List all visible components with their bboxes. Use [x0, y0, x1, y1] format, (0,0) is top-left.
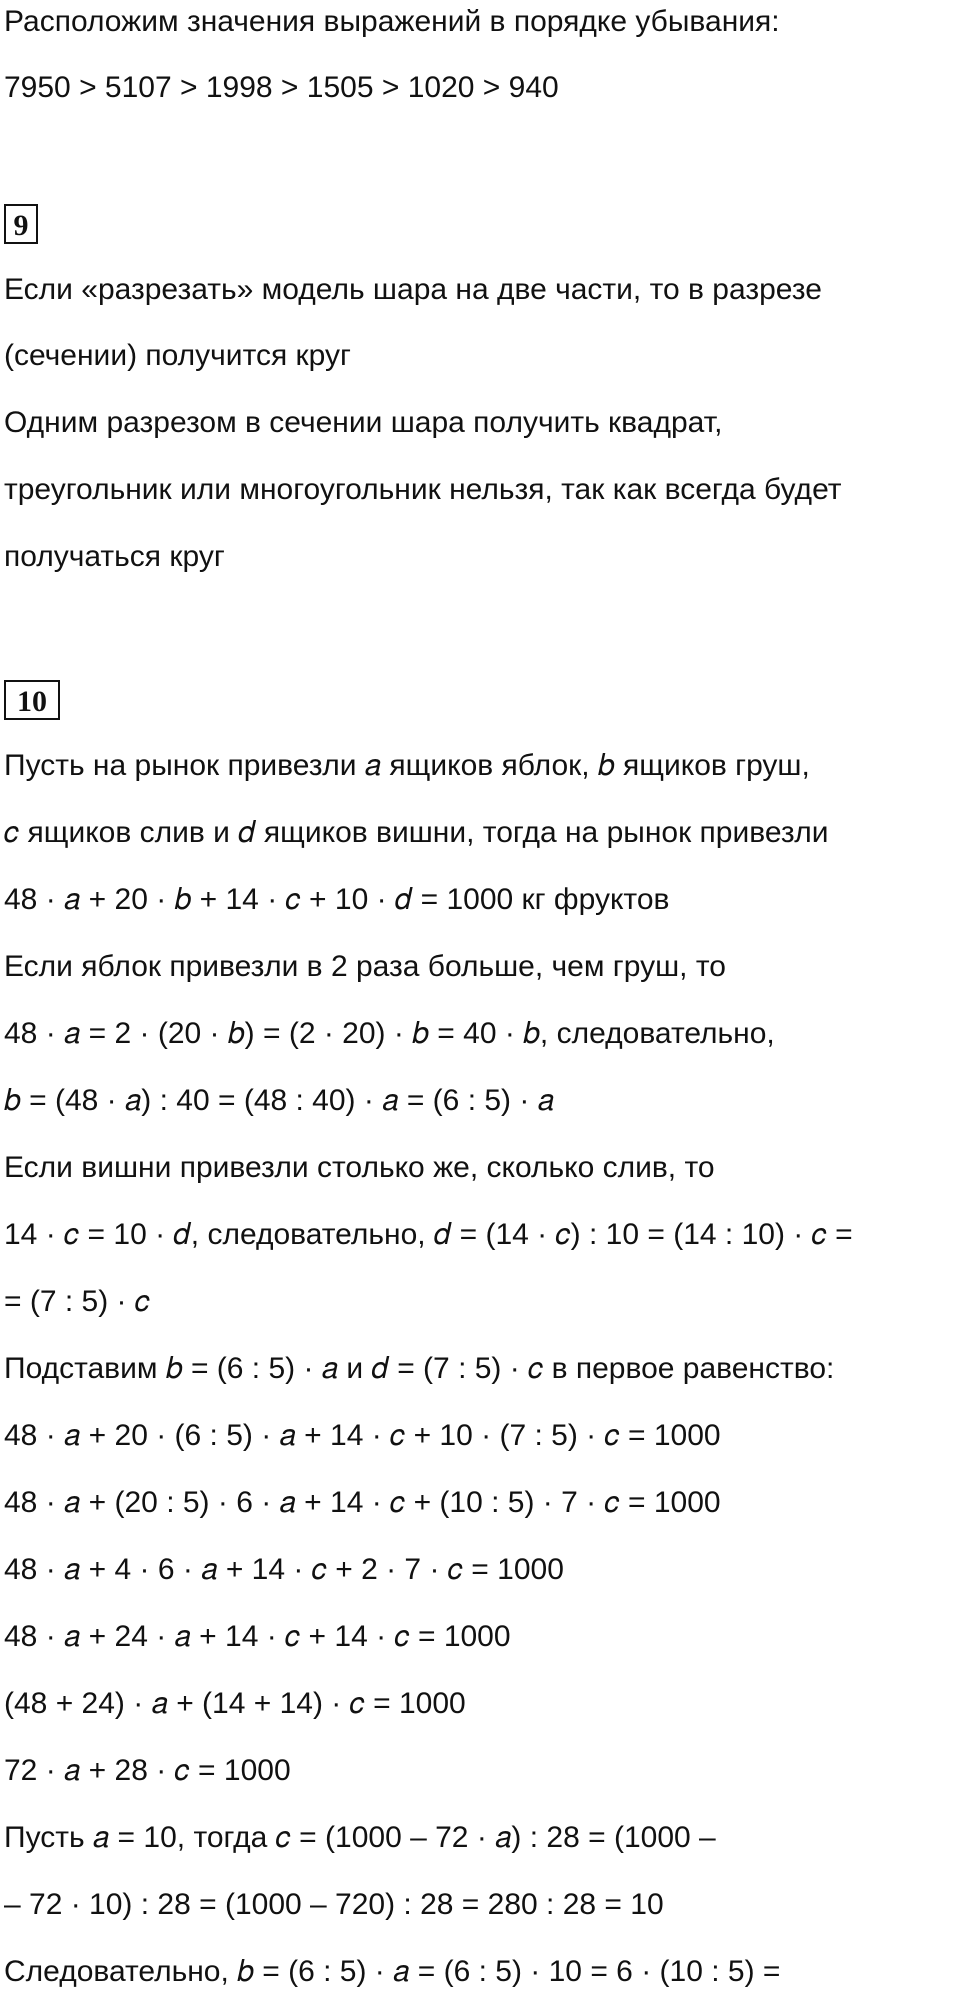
text-line: треугольник или многоугольник нельзя, так как всегда будет	[4, 473, 842, 506]
equation-line: 48 · 𝑎 + 24 · 𝑎 + 14 · 𝑐 + 14 · 𝑐 = 1000	[4, 1620, 511, 1653]
text-line: Если «разрезать» модель шара на две части, то в разрезе	[4, 273, 822, 306]
text-line: Подставим 𝑏 = (6 : 5) · 𝑎 и 𝑑 = (7 : 5) · 𝑐 в первое равенство:	[4, 1352, 835, 1385]
text-line: получаться круг	[4, 540, 225, 573]
task-number-badge: 10	[4, 680, 60, 720]
equation-line: = (7 : 5) · 𝑐	[4, 1285, 151, 1318]
equation-line: 48 · 𝑎 + 4 · 6 · 𝑎 + 14 · 𝑐 + 2 · 7 · 𝑐 = 1000	[4, 1553, 564, 1586]
text-line: Если яблок привезли в 2 раза больше, чем груш, то	[4, 950, 726, 983]
text-line: Если вишни привезли столько же, сколько слив, то	[4, 1151, 715, 1184]
text-line: (сечении) получится круг	[4, 339, 351, 372]
task-number-badge: 9	[4, 204, 38, 244]
text-line: Пусть на рынок привезли 𝑎 ящиков яблок, 𝑏 ящиков груш,	[4, 749, 810, 782]
equation-line: 48 · 𝑎 + 20 · 𝑏 + 14 · 𝑐 + 10 · 𝑑 = 1000 кг фруктов	[4, 883, 670, 916]
equation-line: (48 + 24) · 𝑎 + (14 + 14) · 𝑐 = 1000	[4, 1687, 466, 1720]
equation-line: 𝑏 = (48 · 𝑎) : 40 = (48 : 40) · 𝑎 = (6 : 5) · 𝑎	[4, 1084, 554, 1117]
text-line: Расположим значения выражений в порядке убывания:	[4, 5, 780, 38]
text-line: Одним разрезом в сечении шара получить квадрат,	[4, 406, 723, 439]
text-line: 7950 > 5107 > 1998 > 1505 > 1020 > 940	[4, 71, 559, 104]
equation-line: 48 · 𝑎 + (20 : 5) · 6 · 𝑎 + 14 · 𝑐 + (10 : 5) · 7 · 𝑐 = 1000	[4, 1486, 721, 1519]
equation-line: 14 · 𝑐 = 10 · 𝑑, следовательно, 𝑑 = (14 · 𝑐) : 10 = (14 : 10) · 𝑐 =	[4, 1218, 853, 1251]
equation-line: Следовательно, 𝑏 = (6 : 5) · 𝑎 = (6 : 5) · 10 = 6 · (10 : 5) =	[4, 1955, 781, 1988]
equation-line: 48 · 𝑎 = 2 · (20 · 𝑏) = (2 · 20) · 𝑏 = 40 · 𝑏, следовательно,	[4, 1017, 775, 1050]
text-line: 𝑐 ящиков слив и 𝑑 ящиков вишни, тогда на рынок привезли	[4, 816, 829, 849]
equation-line: 48 · 𝑎 + 20 · (6 : 5) · 𝑎 + 14 · 𝑐 + 10 · (7 : 5) · 𝑐 = 1000	[4, 1419, 721, 1452]
equation-line: 72 · 𝑎 + 28 · 𝑐 = 1000	[4, 1754, 291, 1787]
equation-line: – 72 · 10) : 28 = (1000 – 720) : 28 = 280 : 28 = 10	[4, 1888, 664, 1921]
equation-line: Пусть 𝑎 = 10, тогда 𝑐 = (1000 – 72 · 𝑎) : 28 = (1000 –	[4, 1821, 716, 1854]
